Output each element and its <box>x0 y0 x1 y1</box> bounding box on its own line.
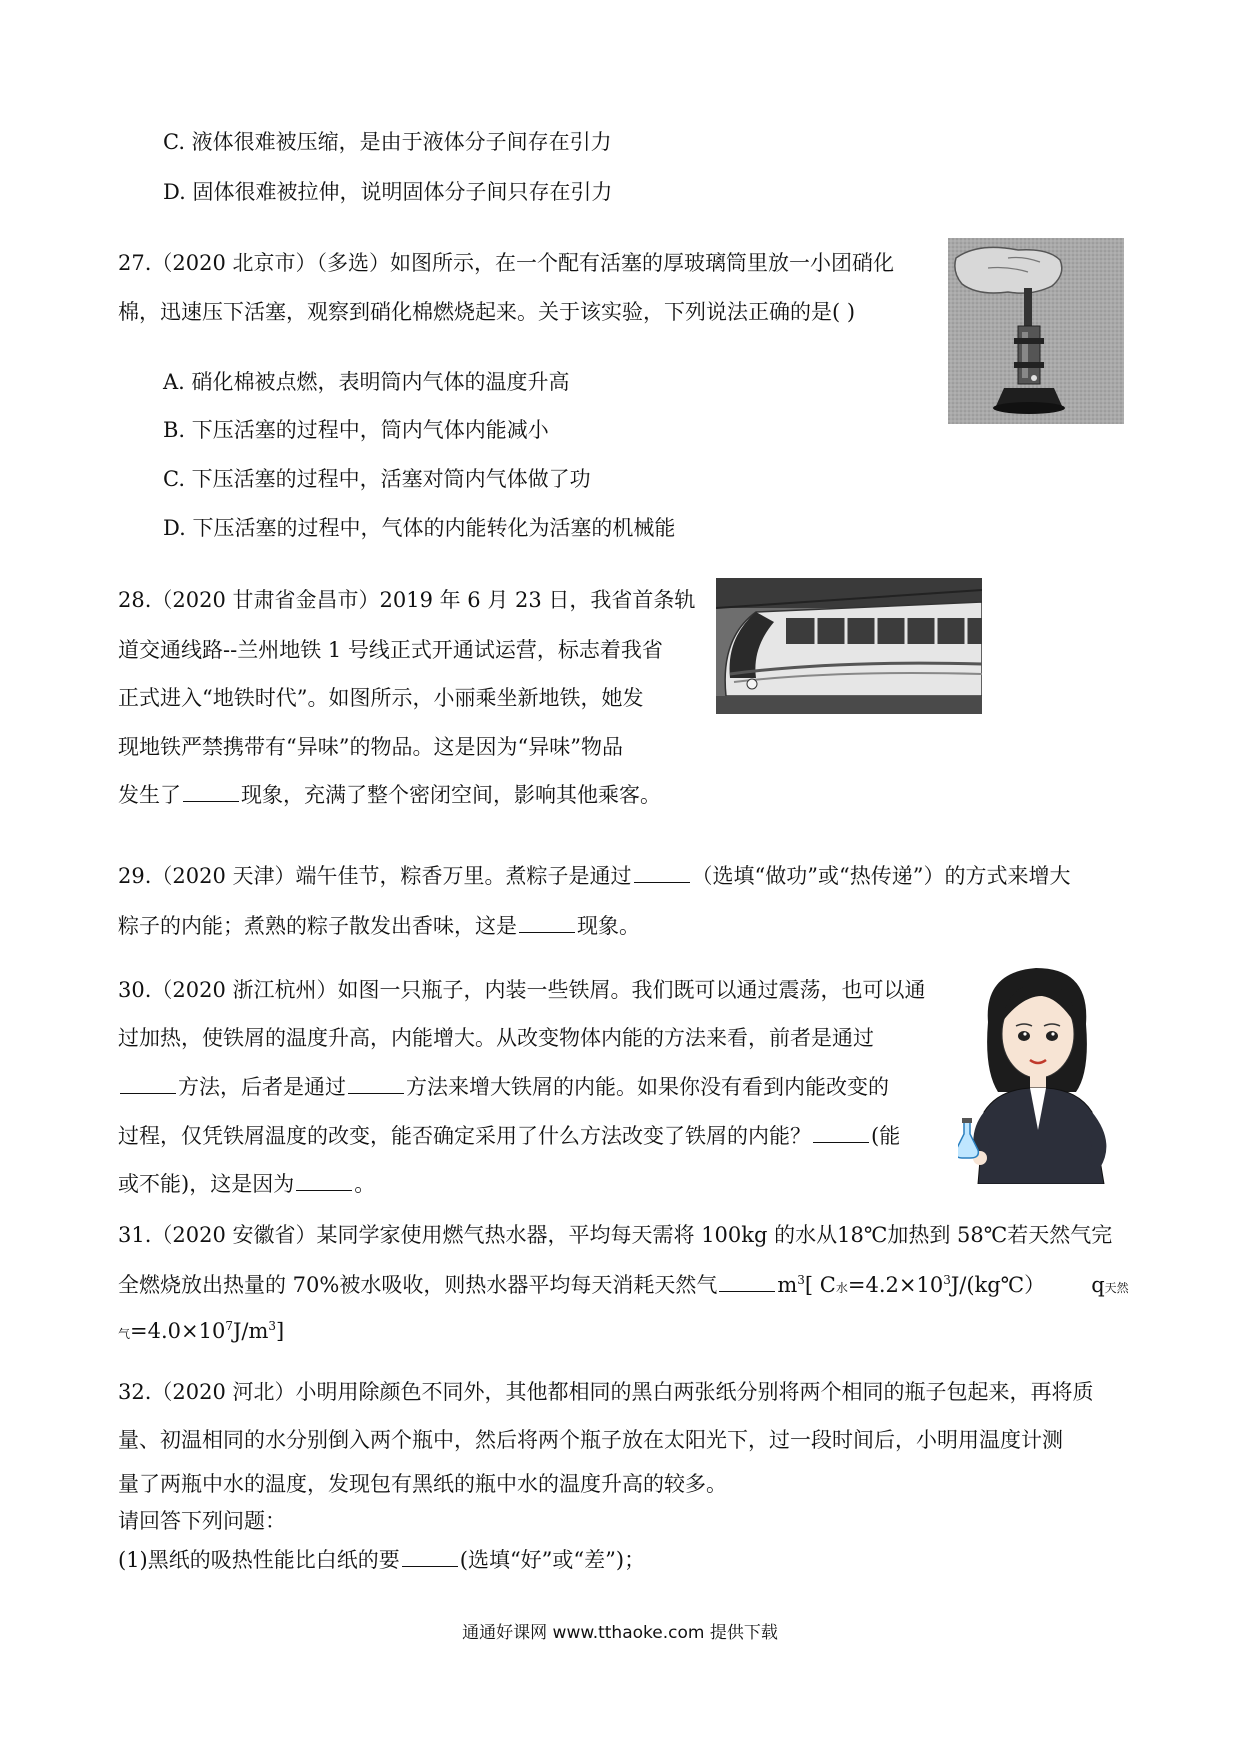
q30-answer-blank-1[interactable] <box>120 1092 176 1094</box>
q26-option-c: C. 液体很难被压缩，是由于液体分子间存在引力 <box>163 130 612 154</box>
q31-line2-text-a: 全燃烧放出热量的 70%被水吸收，则热水器平均每天消耗天然气 <box>118 1273 718 1297</box>
q30-line5-text-b: 。 <box>354 1172 376 1196</box>
q31-c-symbol: [ C <box>804 1273 836 1297</box>
q28-line1: 28.（2020 甘肃省金昌市）2019 年 6 月 23 日，我省首条轨 <box>118 588 696 612</box>
q31-q-subscript-cont: 气 <box>118 1327 131 1341</box>
q30-answer-blank-2[interactable] <box>348 1092 404 1094</box>
q30-line1: 30.（2020 浙江杭州）如图一只瓶子，内装一些铁屑。我们既可以通过震荡，也可以通 <box>118 978 926 1002</box>
q32-line5 <box>118 1550 645 1571</box>
q32-line5-text-b: (选填“好”或“差”)； <box>459 1548 646 1572</box>
q31-q-unit-exp: 3 <box>268 1319 277 1333</box>
q29-answer-blank-2[interactable] <box>519 931 575 933</box>
q31-q-subscript: 天然 <box>1104 1281 1129 1295</box>
q32-line1: 32.（2020 河北）小明用除颜色不同外，其他都相同的黑白两张纸分别将两个相同的瓶子包起来，再将质 <box>118 1380 1094 1404</box>
q32-line3: 量了两瓶中水的温度，发现包有黑纸的瓶中水的温度升高的较多。 <box>118 1472 727 1496</box>
q32-line2: 量、初温相同的水分别倒入两个瓶中，然后将两个瓶子放在太阳光下，过一段时间后，小明用温度计测 <box>118 1428 1063 1452</box>
q30-answer-blank-3[interactable] <box>813 1141 869 1143</box>
q29-line2-text-a: 粽子的内能；煮熟的粽子散发出香味，这是 <box>118 914 517 938</box>
q31-c-unit: J/(kg℃） <box>950 1273 1046 1297</box>
q31-answer-blank[interactable] <box>719 1290 775 1292</box>
q27-option-c: C. 下压活塞的过程中，活塞对筒内气体做了功 <box>163 467 591 491</box>
q27-option-b: B. 下压活塞的过程中，筒内气体内能减小 <box>163 418 549 442</box>
q30-line4-text-b: (能 <box>871 1124 901 1148</box>
q30-line3-text-b: 方法来增大铁屑的内能。如果你没有看到内能改变的 <box>406 1075 889 1099</box>
q30-line5 <box>118 1174 375 1195</box>
q32-line5-text-a: (1)黑纸的吸热性能比白纸的要 <box>118 1548 400 1572</box>
q28-line4: 现地铁严禁携带有“异味”的物品。这是因为“异味”物品 <box>118 735 623 759</box>
q32-answer-blank[interactable] <box>402 1565 458 1567</box>
q30-answer-blank-4[interactable] <box>296 1189 352 1191</box>
q31-q-symbol: q <box>1091 1273 1105 1297</box>
q30-line3 <box>118 1077 889 1098</box>
q31-line1: 31.（2020 安徽省）某同学家使用燃气热水器，平均每天需将 100kg 的水从18℃加热到 58℃若天然气完 <box>118 1223 1113 1247</box>
q27-stem-line1: 27.（2020 北京市）（多选）如图所示，在一个配有活塞的厚玻璃筒里放一小团硝化 <box>118 251 895 275</box>
q28-line5-text-b: 现象，充满了整个密闭空间，影响其他乘客。 <box>241 783 661 807</box>
q28-answer-blank[interactable] <box>183 800 239 802</box>
q28-line2: 道交通线路--兰州地铁 1 号线正式开通试运营，标志着我省 <box>118 638 663 662</box>
q30-line5-text-a: 或不能)，这是因为 <box>118 1172 295 1196</box>
q28-line5 <box>118 785 661 806</box>
q29-line2-text-b: 现象。 <box>577 914 640 938</box>
q31-c-subscript: 水 <box>835 1281 848 1295</box>
q31-unit-exp: 3 <box>797 1273 805 1287</box>
q26-option-d: D. 固体很难被拉伸，说明固体分子间只存在引力 <box>163 180 613 204</box>
q31-unit-m: m <box>777 1273 798 1297</box>
q31-q-value: =4.0×10 <box>130 1319 226 1343</box>
q28-line5-text-a: 发生了 <box>118 783 181 807</box>
q29-answer-blank-1[interactable] <box>634 881 690 883</box>
piston-apparatus-photo <box>948 238 1124 424</box>
q31-bracket-close: ] <box>276 1319 285 1343</box>
q30-line2: 过加热，使铁屑的温度升高，内能增大。从改变物体内能的方法来看，前者是通过 <box>118 1026 874 1050</box>
q31-c-value: =4.2×10 <box>847 1273 944 1297</box>
q30-line4-text-a: 过程，仅凭铁屑温度的改变，能否确定采用了什么方法改变了铁屑的内能？ <box>118 1124 811 1148</box>
q29-line1-text-b: （选填“做功”或“热传递”）的方式来增大 <box>691 864 1071 888</box>
page-footer: 通通好课网 www.tthaoke.com 提供下载 <box>462 1623 778 1643</box>
q29-line1-text-a: 29.（2020 天津）端午佳节，粽香万里。煮粽子是通过 <box>118 864 632 888</box>
q27-option-d: D. 下压活塞的过程中，气体的内能转化为活塞的机械能 <box>163 516 676 540</box>
q29-line2 <box>118 916 640 937</box>
q27-stem-line2: 棉，迅速压下活塞，观察到硝化棉燃烧起来。关于该实验，下列说法正确的是( ) <box>118 300 856 324</box>
q29-line1 <box>118 866 1070 887</box>
q30-line4 <box>118 1126 900 1147</box>
q31-line3 <box>118 1320 284 1342</box>
q28-line3: 正式进入“地铁时代”。如图所示，小丽乘坐新地铁，她发 <box>118 686 644 710</box>
q31-q-unit: J/m <box>232 1319 269 1343</box>
teacher-cartoon-illustration <box>958 962 1130 1184</box>
q31-q-exp: 7 <box>225 1319 233 1333</box>
q32-line4: 请回答下列问题： <box>118 1509 286 1533</box>
q31-line2 <box>118 1274 1129 1296</box>
metro-train-photo <box>716 578 982 714</box>
q31-c-exp: 3 <box>943 1273 951 1287</box>
q27-option-a: A. 硝化棉被点燃，表明筒内气体的温度升高 <box>163 370 570 394</box>
q30-line3-text-a: 方法，后者是通过 <box>178 1075 346 1099</box>
